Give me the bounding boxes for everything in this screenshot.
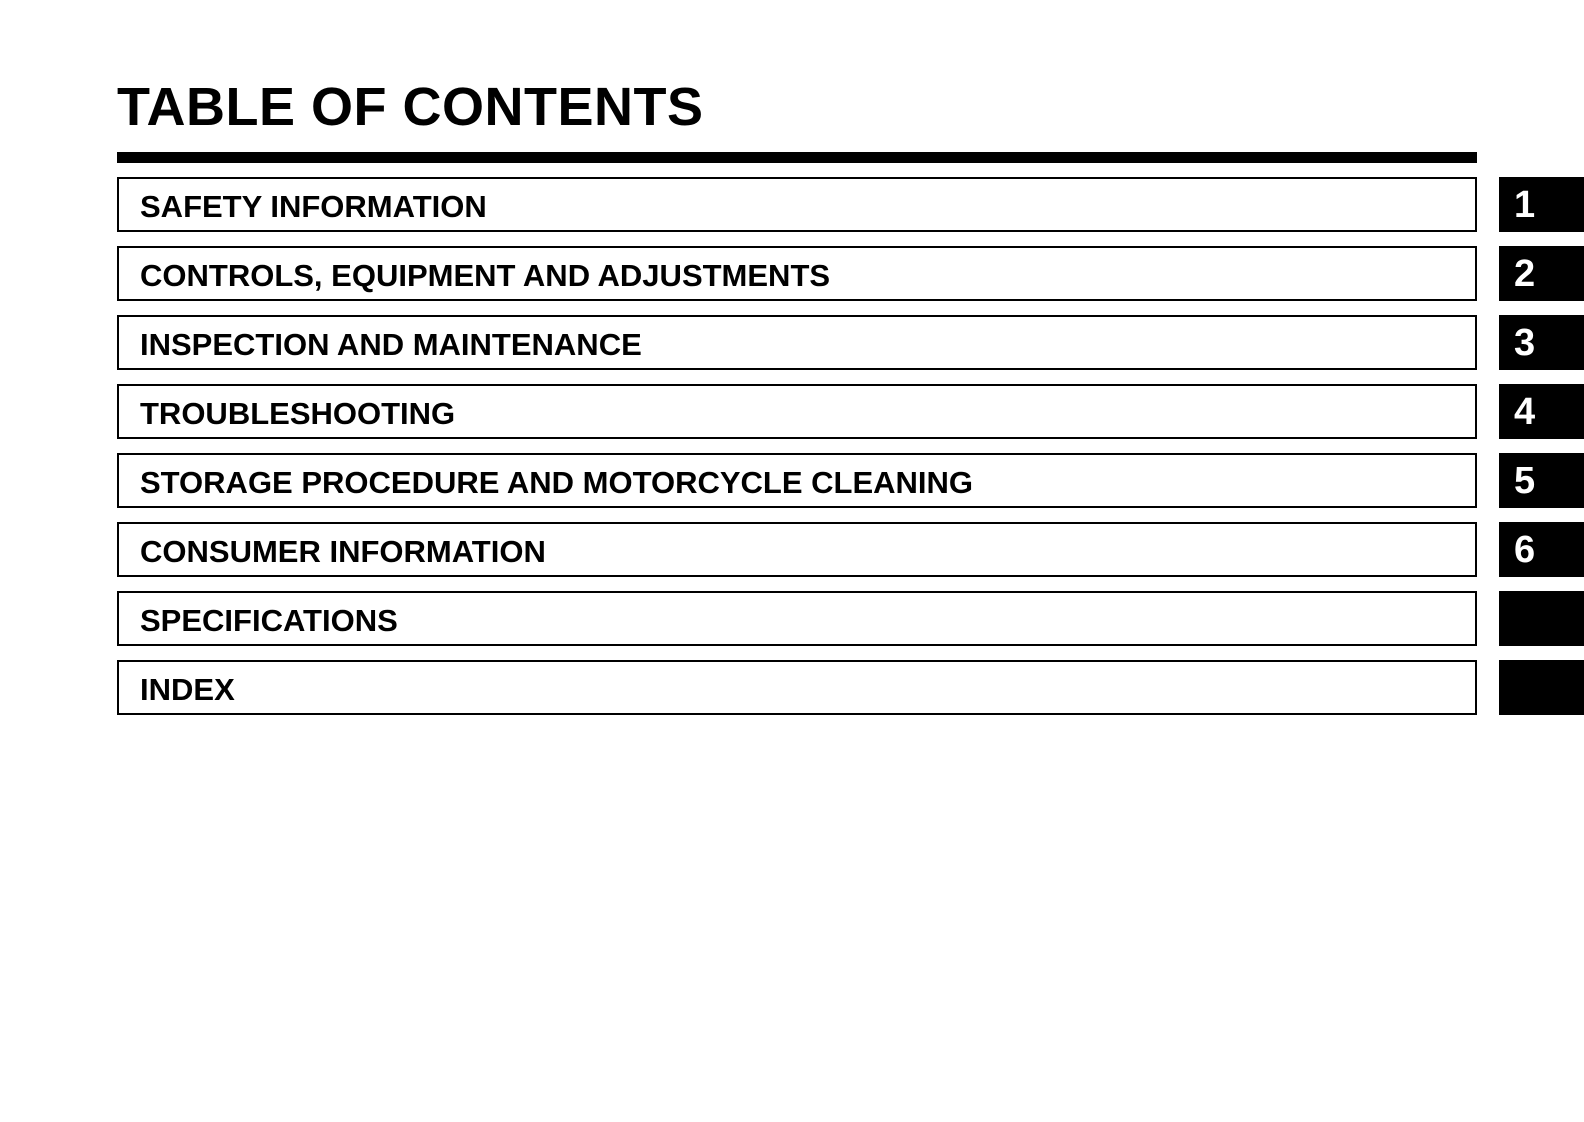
section-tab-number: 2 — [1514, 253, 1536, 295]
toc-row — [117, 453, 1584, 508]
section-tab-1[interactable] — [1499, 177, 1584, 232]
toc-entry-label: SPECIFICATIONS — [140, 603, 398, 638]
title-rule — [117, 152, 1477, 163]
section-tab-number: 1 — [1514, 184, 1536, 226]
toc-entry-specifications[interactable] — [117, 591, 1477, 646]
toc-entry-inspection-maintenance[interactable] — [117, 315, 1477, 370]
toc-entry-controls-equipment-adjustments[interactable] — [117, 246, 1477, 301]
toc-entry-label: CONSUMER INFORMATION — [140, 534, 546, 569]
toc-entry-troubleshooting[interactable] — [117, 384, 1477, 439]
toc-entry-consumer-information[interactable] — [117, 522, 1477, 577]
toc-entry-label: INSPECTION AND MAINTENANCE — [140, 327, 642, 362]
section-tab-number: 3 — [1514, 322, 1536, 364]
page-title: TABLE OF CONTENTS — [117, 77, 704, 137]
toc-entry-label: INDEX — [140, 672, 235, 707]
toc-entry-label: TROUBLESHOOTING — [140, 396, 456, 431]
toc-row — [117, 384, 1584, 439]
toc-entry-label: SAFETY INFORMATION — [140, 189, 487, 224]
section-tab-3[interactable] — [1499, 315, 1584, 370]
section-tab-2[interactable] — [1499, 246, 1584, 301]
toc-row — [117, 522, 1584, 577]
toc-entry-label: STORAGE PROCEDURE AND MOTORCYCLE CLEANING — [140, 465, 974, 500]
toc-row — [117, 315, 1584, 370]
toc-entry-index[interactable] — [117, 660, 1477, 715]
section-tab-number: 4 — [1514, 391, 1536, 433]
toc-row — [117, 591, 1584, 646]
section-tab-5[interactable] — [1499, 453, 1584, 508]
section-tab-specifications[interactable] — [1499, 591, 1584, 646]
section-tab-index[interactable] — [1499, 660, 1584, 715]
section-tab-number: 5 — [1514, 460, 1536, 502]
toc-row — [117, 246, 1584, 301]
toc-entry-label: CONTROLS, EQUIPMENT AND ADJUSTMENTS — [140, 258, 831, 293]
toc-entry-safety-information[interactable] — [117, 177, 1477, 232]
toc-entry-storage-cleaning[interactable] — [117, 453, 1477, 508]
toc-row — [117, 177, 1584, 232]
section-tab-number: 6 — [1514, 529, 1536, 571]
section-tab-6[interactable] — [1499, 522, 1584, 577]
toc-list — [117, 177, 1584, 729]
toc-row — [117, 660, 1584, 715]
section-tab-4[interactable] — [1499, 384, 1584, 439]
